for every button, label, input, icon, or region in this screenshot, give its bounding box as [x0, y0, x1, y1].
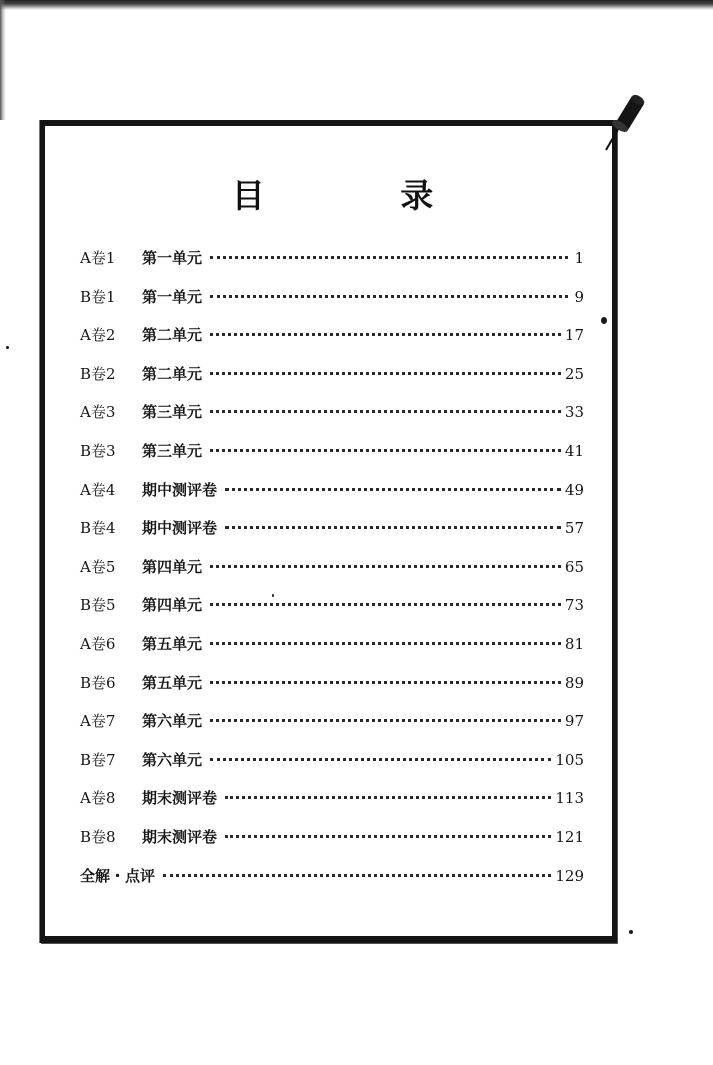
- dot-leader: [210, 449, 561, 452]
- pushpin-icon: [598, 92, 648, 156]
- toc-entry-label: B卷1: [80, 287, 116, 306]
- toc-entry-page-number: 1: [574, 249, 584, 267]
- toc-entry-label: B卷6: [80, 673, 116, 692]
- dot-leader: [225, 488, 561, 491]
- toc-entry-label: B卷3: [80, 441, 116, 460]
- toc-entry-page-number: 33: [564, 403, 584, 422]
- page-title: 目 录: [231, 176, 496, 215]
- toc-entry-page-number: 89: [564, 673, 584, 692]
- toc-entry-label: A卷5: [80, 557, 116, 576]
- dot-leader: [163, 874, 551, 877]
- toc-entry-section: 期末测评卷: [142, 827, 218, 846]
- toc-entry-page-number: 121: [555, 827, 584, 846]
- toc-entry-page-number: 105: [555, 750, 584, 769]
- toc-entry-section: 第一单元: [142, 249, 203, 267]
- toc-entry-label: B卷7: [80, 750, 116, 769]
- dot-leader: [210, 758, 551, 761]
- scan-top-edge: [0, 0, 713, 10]
- toc-entry-label: B卷4: [80, 519, 116, 538]
- toc-entry: [80, 634, 584, 673]
- toc-entry: [80, 325, 584, 364]
- toc-entry-page-number: 49: [564, 480, 584, 499]
- toc-entry-page-number: 17: [564, 326, 584, 345]
- toc-entry-section: 第一单元: [142, 287, 203, 306]
- toc-entry: [80, 518, 584, 557]
- toc-entry-label: A卷8: [80, 789, 116, 808]
- dot-leader: [210, 295, 568, 298]
- toc-entry-label: A卷4: [80, 480, 116, 499]
- toc-entry-page-number: 25: [564, 364, 584, 383]
- toc-entry-section: 期中测评卷: [142, 480, 218, 499]
- toc-entry-label: A卷2: [80, 326, 116, 345]
- toc-entry-section: 第三单元: [142, 441, 203, 460]
- toc-entry-page-number: 129: [555, 866, 584, 885]
- toc-entry-label: B卷2: [80, 364, 116, 383]
- dot-leader: [210, 256, 568, 259]
- toc-entry: [80, 595, 584, 634]
- dot-leader: [210, 410, 561, 413]
- toc-entry-page-number: 81: [564, 634, 584, 653]
- toc-entry-section: 第五单元: [142, 673, 203, 692]
- toc-entry-label: A卷1: [80, 249, 116, 267]
- toc-entry: [80, 480, 584, 519]
- ink-speck: [272, 594, 274, 597]
- toc-entry-section: 第六单元: [142, 750, 203, 769]
- toc-entry: [80, 557, 584, 596]
- toc-entry-label: B卷8: [80, 827, 116, 846]
- toc-entry: [80, 441, 584, 480]
- dot-leader: [225, 526, 561, 529]
- ink-speck: [629, 930, 633, 934]
- toc-entry-section: 第二单元: [142, 326, 203, 345]
- toc-entry: [80, 827, 584, 866]
- toc-entry-page-number: 57: [564, 519, 584, 538]
- toc-entry-section: 第三单元: [142, 403, 203, 422]
- toc-entry: [80, 287, 584, 326]
- toc-entry-page-number: 73: [564, 596, 584, 615]
- toc-entry-section: 第五单元: [142, 634, 203, 653]
- toc-entry-section: 期末测评卷: [142, 789, 218, 808]
- toc-entry: [80, 750, 584, 789]
- toc-entry-section: 第六单元: [142, 712, 203, 731]
- toc-entry-section: 第二单元: [142, 364, 203, 383]
- toc-entry-section: 全解・点评: [80, 866, 156, 885]
- toc-entry-label: B卷5: [80, 596, 116, 615]
- toc-entry: [80, 866, 584, 905]
- toc-entry: [80, 248, 584, 287]
- dot-leader: [210, 372, 561, 375]
- ink-speck: [601, 317, 607, 324]
- toc-entry-page-number: 41: [564, 441, 584, 460]
- toc-entry-label: A卷3: [80, 403, 116, 422]
- dot-leader: [210, 603, 561, 606]
- toc-entry: [80, 402, 584, 441]
- toc-entry: [80, 364, 584, 403]
- toc-entry: [80, 788, 584, 827]
- toc-entry-section: 第四单元: [142, 596, 203, 615]
- toc-entry: [80, 711, 584, 750]
- scan-left-edge: [0, 0, 6, 120]
- dot-leader: [210, 333, 561, 336]
- dot-leader: [210, 565, 561, 568]
- toc-entry-page-number: 97: [564, 712, 584, 731]
- toc-entry-section: 期中测评卷: [142, 519, 218, 538]
- toc-entry-label: A卷7: [80, 712, 116, 731]
- toc-entry-page-number: 9: [574, 287, 584, 306]
- toc-entry-label: A卷6: [80, 634, 116, 653]
- toc-entry-section: 第四单元: [142, 557, 203, 576]
- toc-entry: [80, 673, 584, 712]
- toc-entry-page-number: 113: [555, 789, 584, 808]
- dot-leader: [210, 642, 561, 645]
- ink-speck: [6, 346, 9, 349]
- table-of-contents: [80, 248, 584, 904]
- toc-entry-page-number: 65: [564, 557, 584, 576]
- dot-leader: [225, 835, 551, 838]
- dot-leader: [210, 719, 561, 722]
- dot-leader: [210, 681, 561, 684]
- dot-leader: [225, 796, 551, 799]
